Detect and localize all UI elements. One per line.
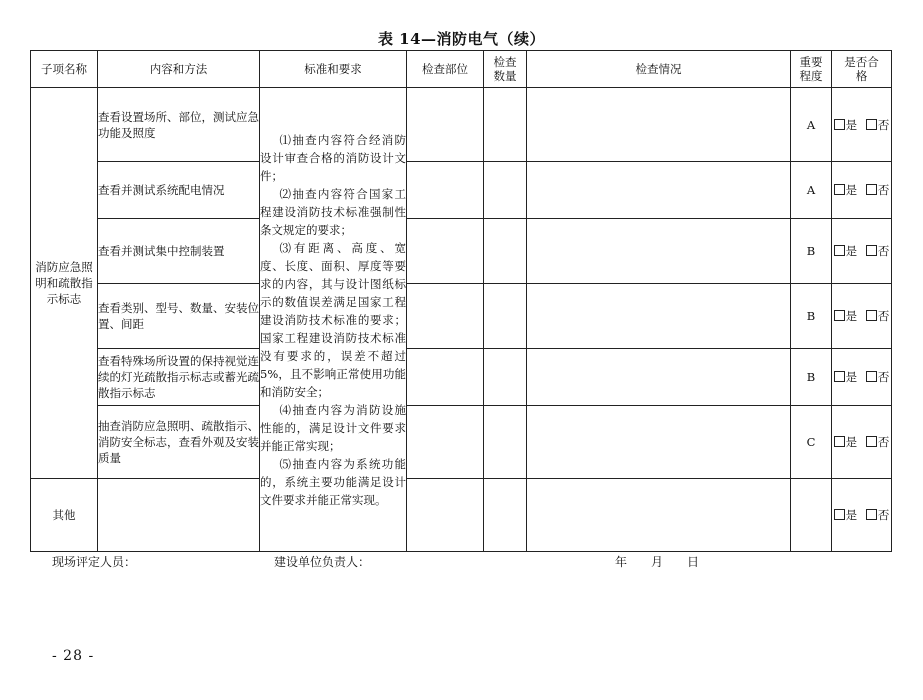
table-row bbox=[31, 219, 892, 284]
yes-label: 是 bbox=[845, 508, 858, 522]
no-label: 否 bbox=[877, 117, 890, 132]
assessor-label: 现场评定人员： bbox=[52, 555, 137, 569]
qty-input-cell[interactable] bbox=[484, 162, 527, 219]
method-cell: 查看设置场所、部位，测试应急功能及照度 bbox=[98, 88, 260, 162]
situation-input-cell[interactable] bbox=[527, 406, 791, 479]
method-cell: 查看特殊场所设置的保持视觉连续的灯光疏散指示标志或蓄光疏散指示标志 bbox=[98, 349, 260, 406]
yes-label: 是 bbox=[845, 244, 858, 258]
table-row bbox=[31, 162, 892, 219]
header-qty: 检查数量 bbox=[484, 51, 527, 88]
qty-input-cell[interactable] bbox=[484, 479, 527, 552]
no-label: 否 bbox=[877, 309, 890, 323]
no-checkbox[interactable] bbox=[866, 184, 877, 195]
importance-grade: A bbox=[791, 162, 832, 219]
qty-input-cell[interactable] bbox=[484, 284, 527, 349]
no-checkbox[interactable] bbox=[866, 436, 877, 447]
standard-item: ⑵抽查内容符合国家工程建设消防技术标准强制性条文规定的要求； bbox=[260, 186, 406, 237]
table-row bbox=[31, 349, 892, 406]
no-checkbox[interactable] bbox=[866, 119, 877, 130]
yes-label: 是 bbox=[845, 183, 858, 197]
table-row bbox=[31, 88, 892, 162]
pass-checkboxes bbox=[832, 284, 892, 349]
header-importance: 重要程度 bbox=[791, 51, 832, 88]
method-cell: 查看并测试系统配电情况 bbox=[98, 162, 260, 219]
importance-grade: B bbox=[791, 219, 832, 284]
date-label: 年 月 日 bbox=[615, 555, 700, 569]
no-label: 否 bbox=[877, 183, 890, 197]
method-cell: 查看并测试集中控制装置 bbox=[98, 219, 260, 284]
header-method: 内容和方法 bbox=[98, 51, 260, 88]
sub-item-name: 其他 bbox=[31, 479, 98, 552]
no-label: 否 bbox=[877, 244, 890, 258]
part-input-cell[interactable] bbox=[407, 284, 484, 349]
qty-input-cell[interactable] bbox=[484, 88, 527, 162]
no-checkbox[interactable] bbox=[866, 509, 877, 520]
table-row bbox=[31, 406, 892, 479]
owner-label: 建设单位负责人： bbox=[274, 555, 371, 569]
standard-item: ⑸抽查内容为系统功能的，系统主要功能满足设计文件要求并能正常实现。 bbox=[260, 456, 406, 507]
yes-checkbox[interactable] bbox=[834, 119, 845, 130]
standard-cell bbox=[260, 88, 407, 552]
header-standard: 标准和要求 bbox=[260, 51, 407, 88]
header-row bbox=[31, 51, 892, 88]
part-input-cell[interactable] bbox=[407, 349, 484, 406]
situation-input-cell[interactable] bbox=[527, 284, 791, 349]
yes-checkbox[interactable] bbox=[834, 371, 845, 382]
pass-checkboxes bbox=[832, 162, 892, 219]
qty-input-cell[interactable] bbox=[484, 406, 527, 479]
pass-checkboxes bbox=[832, 219, 892, 284]
header-pass: 是否合格 bbox=[832, 51, 892, 88]
situation-input-cell[interactable] bbox=[527, 162, 791, 219]
pass-checkboxes bbox=[832, 349, 892, 406]
importance-grade: B bbox=[791, 349, 832, 406]
situation-input-cell[interactable] bbox=[527, 349, 791, 406]
situation-input-cell[interactable] bbox=[527, 88, 791, 162]
yes-checkbox[interactable] bbox=[834, 184, 845, 195]
no-checkbox[interactable] bbox=[866, 371, 877, 382]
standard-item: ⑴抽查内容符合经消防设计审查合格的消防设计文件； bbox=[260, 132, 406, 183]
importance-grade: A bbox=[791, 88, 832, 162]
yes-checkbox[interactable] bbox=[834, 310, 845, 321]
importance-grade: C bbox=[791, 406, 832, 479]
part-input-cell[interactable] bbox=[407, 406, 484, 479]
table-row bbox=[31, 284, 892, 349]
method-cell: 查看类别、型号、数量、安装位置、间距 bbox=[98, 284, 260, 349]
part-input-cell[interactable] bbox=[407, 88, 484, 162]
part-input-cell[interactable] bbox=[407, 162, 484, 219]
header-sub: 子项名称 bbox=[31, 51, 98, 88]
no-label: 否 bbox=[877, 370, 890, 384]
yes-label: 是 bbox=[845, 370, 858, 384]
situation-input-cell[interactable] bbox=[527, 219, 791, 284]
header-situation: 检查情况 bbox=[527, 51, 791, 88]
method-input-cell[interactable] bbox=[98, 479, 260, 552]
standard-item: ⑷抽查内容为消防设施性能的，满足设计文件要求并能正常实现； bbox=[260, 402, 406, 453]
yes-label: 是 bbox=[845, 309, 858, 323]
part-input-cell[interactable] bbox=[407, 479, 484, 552]
page-number: - 28 - bbox=[52, 648, 95, 664]
qty-input-cell[interactable] bbox=[484, 219, 527, 284]
pass-checkboxes bbox=[832, 479, 892, 552]
header-part: 检查部位 bbox=[407, 51, 484, 88]
no-checkbox[interactable] bbox=[866, 245, 877, 256]
no-label: 否 bbox=[877, 435, 890, 449]
no-checkbox[interactable] bbox=[866, 310, 877, 321]
part-input-cell[interactable] bbox=[407, 219, 484, 284]
sub-item-name: 消防应急照明和疏散指示标志 bbox=[31, 88, 98, 479]
standard-item: ⑶有距离、高度、宽度、长度、面积、厚度等要求的内容，其与设计图纸标示的数值误差满足国家工程建设消防技术标准的要求；国家工程建设消防技术标准没有要求的，误差不超过 5%，且不影响正常使用功能和消防安全； bbox=[260, 240, 406, 399]
yes-checkbox[interactable] bbox=[834, 436, 845, 447]
importance-grade: B bbox=[791, 284, 832, 349]
pass-checkboxes bbox=[832, 88, 892, 162]
method-cell: 抽查消防应急照明、疏散指示、消防安全标志，查看外观及安装质量 bbox=[98, 406, 260, 479]
yes-checkbox[interactable] bbox=[834, 245, 845, 256]
yes-label: 是 bbox=[845, 117, 858, 132]
qty-input-cell[interactable] bbox=[484, 349, 527, 406]
yes-checkbox[interactable] bbox=[834, 509, 845, 520]
table-title: 表 14—消防电气（续） bbox=[377, 30, 546, 48]
pass-checkboxes bbox=[832, 406, 892, 479]
table-row bbox=[31, 479, 892, 552]
no-label: 否 bbox=[877, 508, 890, 522]
situation-input-cell[interactable] bbox=[527, 479, 791, 552]
yes-label: 是 bbox=[845, 435, 858, 449]
importance-input-cell[interactable] bbox=[791, 479, 832, 552]
inspection-table bbox=[30, 50, 892, 552]
